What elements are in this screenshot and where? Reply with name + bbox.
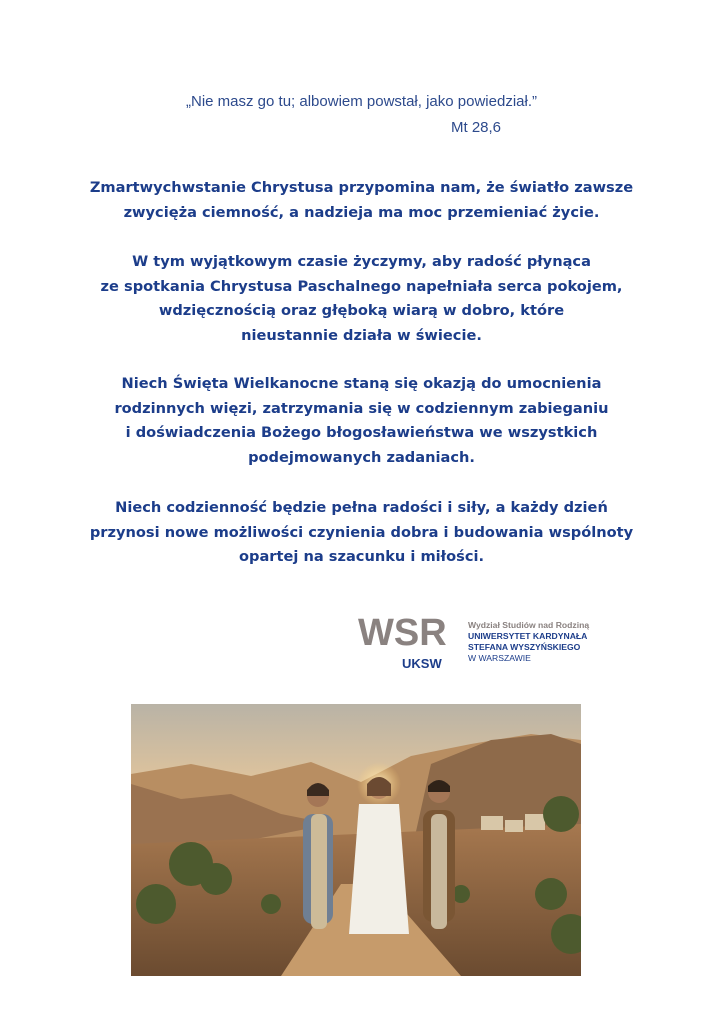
easter-illustration xyxy=(131,704,581,976)
paragraph-line: W tym wyjątkowym czasie życzymy, aby radość płynąca xyxy=(132,253,591,270)
paragraph-line: i doświadczenia Bożego błogosławieństwa we wszystkich xyxy=(125,424,598,441)
paragraph-line: przynosi nowe możliwości czynienia dobra i budowania wspólnoty xyxy=(89,523,634,541)
paragraph-line: rodzinnych więzi, zatrzymania się w codziennym zabieganiu xyxy=(114,399,609,417)
paragraph-2 xyxy=(40,250,683,348)
logo-university-2: STEFANA WYSZYŃSKIEGO xyxy=(468,642,581,652)
paragraph-line: Zmartwychwstanie Chrystusa przypomina nam, że światło zawsze xyxy=(89,179,634,196)
bible-reference: Mt 28,6 xyxy=(451,119,502,136)
logo-faculty: Wydział Studiów nad Rodziną xyxy=(468,620,590,630)
logo-city: W WARSZAWIE xyxy=(468,653,531,663)
paragraph-1 xyxy=(40,176,683,225)
paragraph-line: Niech Święta Wielkanocne staną się okazją do umocnienia xyxy=(121,375,602,392)
logo-text xyxy=(468,620,589,664)
paragraph-line: wdzięcznością oraz głęboką wiarą w dobro, które xyxy=(158,302,565,319)
paragraph-line: Niech codzienność będzie pełna radości i siły, a każdy dzień xyxy=(115,499,608,516)
paragraph-4 xyxy=(40,496,683,570)
paragraph-line: ze spotkania Chrystusa Paschalnego napełniała serca pokojem, xyxy=(100,277,623,295)
paragraph-line: podejmowanych zadaniach. xyxy=(248,448,475,466)
bible-quote: „Nie masz go tu; albowiem powstał, jako powiedział.” xyxy=(186,93,537,110)
paragraph-line: zwycięża ciemność, a nadzieja ma moc przemieniać życie. xyxy=(123,203,600,221)
logo-sub: UKSW xyxy=(402,656,442,671)
logo-university-1: UNIWERSYTET KARDYNAŁA xyxy=(468,631,588,641)
paragraph-3 xyxy=(40,372,683,470)
paragraph-line: nieustannie działa w świecie. xyxy=(241,326,482,344)
paragraph-line: opartej na szacunku i miłości. xyxy=(238,548,485,565)
wsr-uksw-logo xyxy=(358,612,618,678)
logo-mark: WSR xyxy=(358,612,447,654)
